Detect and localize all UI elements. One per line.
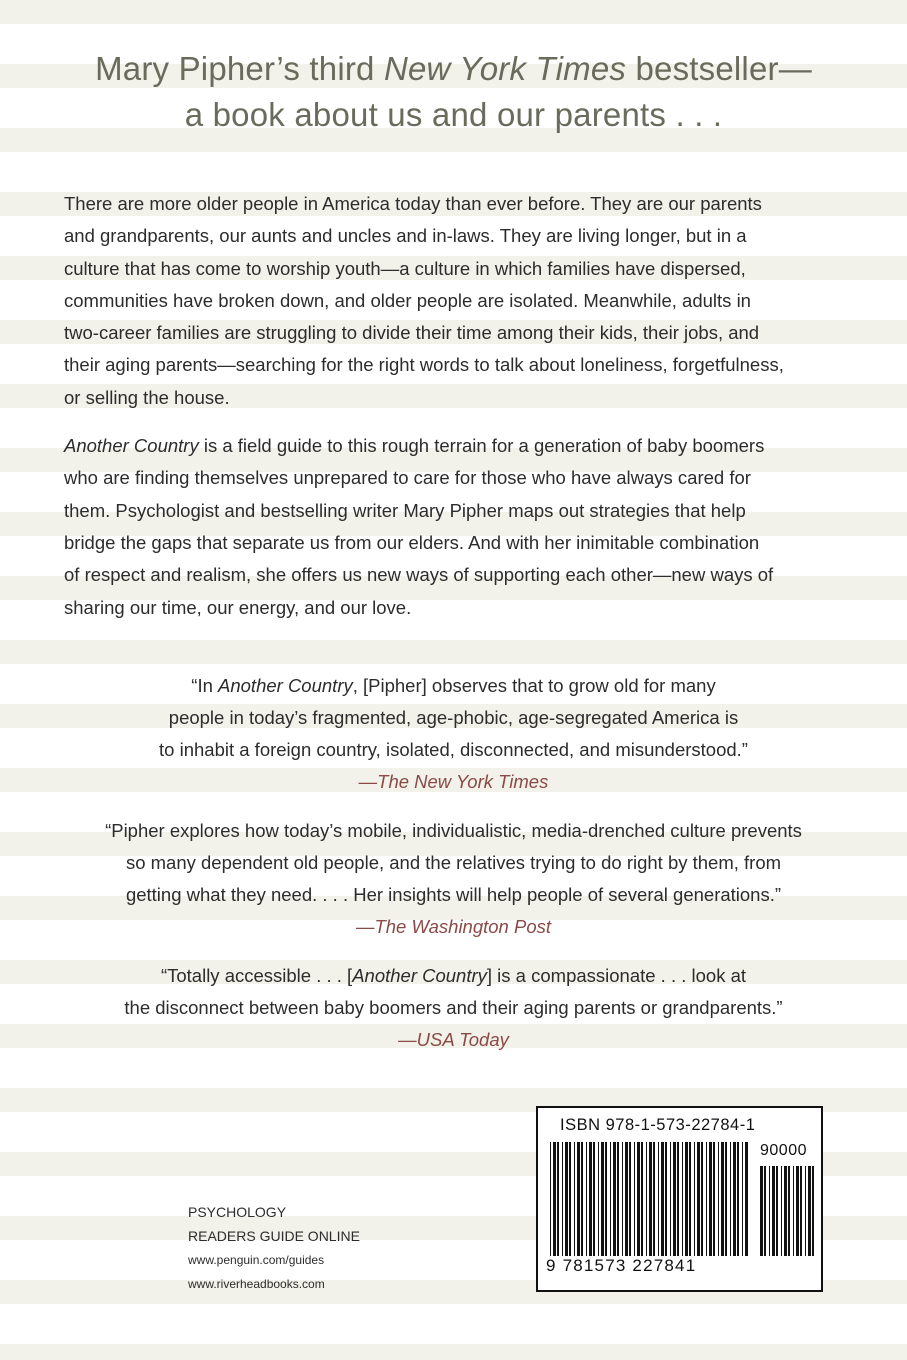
barcode-bar xyxy=(745,1142,748,1256)
barcode-bar xyxy=(610,1142,611,1256)
barcode-bar xyxy=(709,1142,712,1256)
barcode-bar xyxy=(772,1166,775,1256)
quote-line: “Pipher explores how today’s mobile, individualistic, media-drenched culture prevents xyxy=(105,820,802,841)
barcode-bar xyxy=(673,1142,676,1256)
category-label: PSYCHOLOGY xyxy=(188,1204,287,1220)
footer-info xyxy=(188,1200,360,1296)
barcode-bar xyxy=(557,1142,559,1256)
headline-line-2: a book about us and our parents . . . xyxy=(184,96,723,133)
book-title-italic: Another Country xyxy=(64,435,199,457)
description-paragraph-1 xyxy=(64,188,844,414)
description-line: bridge the gaps that separate us from our elders. And with her inimitable combination xyxy=(64,531,760,553)
barcode-bar xyxy=(781,1166,782,1256)
barcode-bar xyxy=(641,1142,643,1256)
barcode-bar xyxy=(805,1166,806,1256)
barcode-bar xyxy=(577,1142,580,1256)
barcode-bar xyxy=(565,1142,568,1256)
barcode-bar xyxy=(605,1142,607,1256)
headline-newspaper-title: New York Times xyxy=(383,50,627,87)
barcode-bar xyxy=(742,1142,743,1256)
barcode-bar xyxy=(682,1142,683,1256)
barcode-bar xyxy=(562,1142,563,1256)
barcode-bar xyxy=(776,1166,778,1256)
barcode-bar xyxy=(670,1142,671,1256)
barcode-bar xyxy=(553,1142,556,1256)
quote-source: —USA Today xyxy=(398,1029,509,1050)
description-line: of respect and realism, she offers us new ways of supporting each other—new ways of xyxy=(64,564,774,586)
barcode-bar xyxy=(784,1166,787,1256)
barcode-bar xyxy=(764,1166,766,1256)
barcode-bar xyxy=(713,1142,715,1256)
quote-line: “In Another Country, [Pipher] observes that to grow old for many xyxy=(191,675,716,696)
barcode-bar xyxy=(581,1142,583,1256)
barcode-bar xyxy=(625,1142,628,1256)
barcode-bar xyxy=(629,1142,631,1256)
description-line: and grandparents, our aunts and uncles and in-laws. They are living longer, but in a xyxy=(64,225,747,247)
barcode-bar xyxy=(697,1142,700,1256)
barcode-bar xyxy=(637,1142,640,1256)
barcode-bar xyxy=(788,1166,790,1256)
barcode-bar xyxy=(622,1142,623,1256)
barcode-bar xyxy=(658,1142,659,1256)
barcode-bar xyxy=(617,1142,619,1256)
barcode-bar xyxy=(706,1142,707,1256)
quote-line: to inhabit a foreign country, isolated, disconnected, and misunderstood.” xyxy=(159,739,748,760)
quote-line: so many dependent old people, and the relatives trying to do right by them, from xyxy=(125,852,782,873)
barcode-bar xyxy=(721,1142,724,1256)
isbn-label: ISBN 978-1-573-22784-1 xyxy=(560,1116,756,1134)
description-line: them. Psychologist and bestselling writer Mary Pipher maps out strategies that help xyxy=(64,499,746,521)
barcode-bar xyxy=(593,1142,595,1256)
description-line: or selling the house. xyxy=(64,386,230,408)
barcode-bar xyxy=(598,1142,599,1256)
barcode-bar xyxy=(800,1166,802,1256)
quote-line: the disconnect between baby boomers and their aging parents or grandparents.” xyxy=(124,997,783,1018)
barcode-bar xyxy=(649,1142,652,1256)
headline xyxy=(0,46,907,138)
description-line: There are more older people in America today than ever before. They are our parents xyxy=(64,193,762,214)
barcode-bar xyxy=(569,1142,571,1256)
barcode-bar xyxy=(685,1142,688,1256)
quote-line: getting what they need. . . . Her insights will help people of several generations.” xyxy=(125,884,782,905)
barcode-bar xyxy=(665,1142,667,1256)
barcode-bar xyxy=(601,1142,604,1256)
barcode-bar xyxy=(634,1142,635,1256)
barcode-bar xyxy=(661,1142,664,1256)
barcode-bar xyxy=(760,1166,763,1256)
description-line: who are finding themselves unprepared to care for those who have always cared for xyxy=(64,467,751,489)
barcode-bar xyxy=(550,1142,551,1256)
barcode-bar xyxy=(689,1142,691,1256)
barcode-bar xyxy=(793,1166,794,1256)
barcode-bar xyxy=(701,1142,703,1256)
barcode-bar xyxy=(646,1142,647,1256)
penguin-url-link[interactable]: www.penguin.com/guides xyxy=(188,1253,325,1267)
description-line: Another Country is a field guide to this rough terrain for a generation of baby boomers xyxy=(64,435,765,457)
review-quote-washington-post xyxy=(0,815,907,943)
readers-guide-label: READERS GUIDE ONLINE xyxy=(188,1228,360,1244)
barcode-bar xyxy=(574,1142,575,1256)
description-line: culture that has come to worship youth—a culture in which families have dispersed, xyxy=(64,257,746,279)
barcode-bar xyxy=(653,1142,655,1256)
book-description xyxy=(64,188,844,624)
barcode-bar xyxy=(737,1142,739,1256)
barcode-bar xyxy=(613,1142,616,1256)
barcode-bar xyxy=(796,1166,799,1256)
quote-line: “Totally accessible . . . [Another Country] is a compassionate . . . look at xyxy=(160,965,747,986)
barcode-bar xyxy=(808,1166,811,1256)
riverhead-url-link[interactable]: www.riverheadbooks.com xyxy=(188,1277,325,1291)
barcode-bar xyxy=(769,1166,770,1256)
review-quote-usa-today xyxy=(0,960,907,1056)
description-line: sharing our time, our energy, and our love. xyxy=(64,596,412,618)
isbn-barcode xyxy=(536,1106,823,1292)
description-line: two-career families are struggling to divide their time among their kids, their jobs, and xyxy=(64,322,760,344)
barcode-bar xyxy=(589,1142,592,1256)
barcode-bar xyxy=(677,1142,679,1256)
headline-line-1: Mary Pipher’s third New York Times bestseller— xyxy=(95,50,812,87)
description-paragraph-2 xyxy=(64,430,844,624)
barcode-bar xyxy=(733,1142,736,1256)
review-quote-nyt xyxy=(0,670,907,798)
price-code: 90000 xyxy=(760,1142,807,1159)
quote-source: —The New York Times xyxy=(358,771,549,792)
quote-source: —The Washington Post xyxy=(355,916,552,937)
barcode-bar xyxy=(730,1142,731,1256)
description-line: communities have broken down, and older people are isolated. Meanwhile, adults in xyxy=(64,289,751,311)
quote-line: people in today’s fragmented, age-phobic, age-segregated America is xyxy=(168,707,739,728)
barcode-bar xyxy=(725,1142,727,1256)
review-quotes xyxy=(0,670,907,1056)
ean-digits: 9 781573 227841 xyxy=(546,1256,697,1275)
barcode-bar xyxy=(694,1142,695,1256)
barcode-bar xyxy=(718,1142,719,1256)
barcode-bar xyxy=(586,1142,587,1256)
description-line: their aging parents—searching for the right words to talk about loneliness, forgetfulness, xyxy=(64,354,784,376)
barcode-bar xyxy=(812,1166,814,1256)
